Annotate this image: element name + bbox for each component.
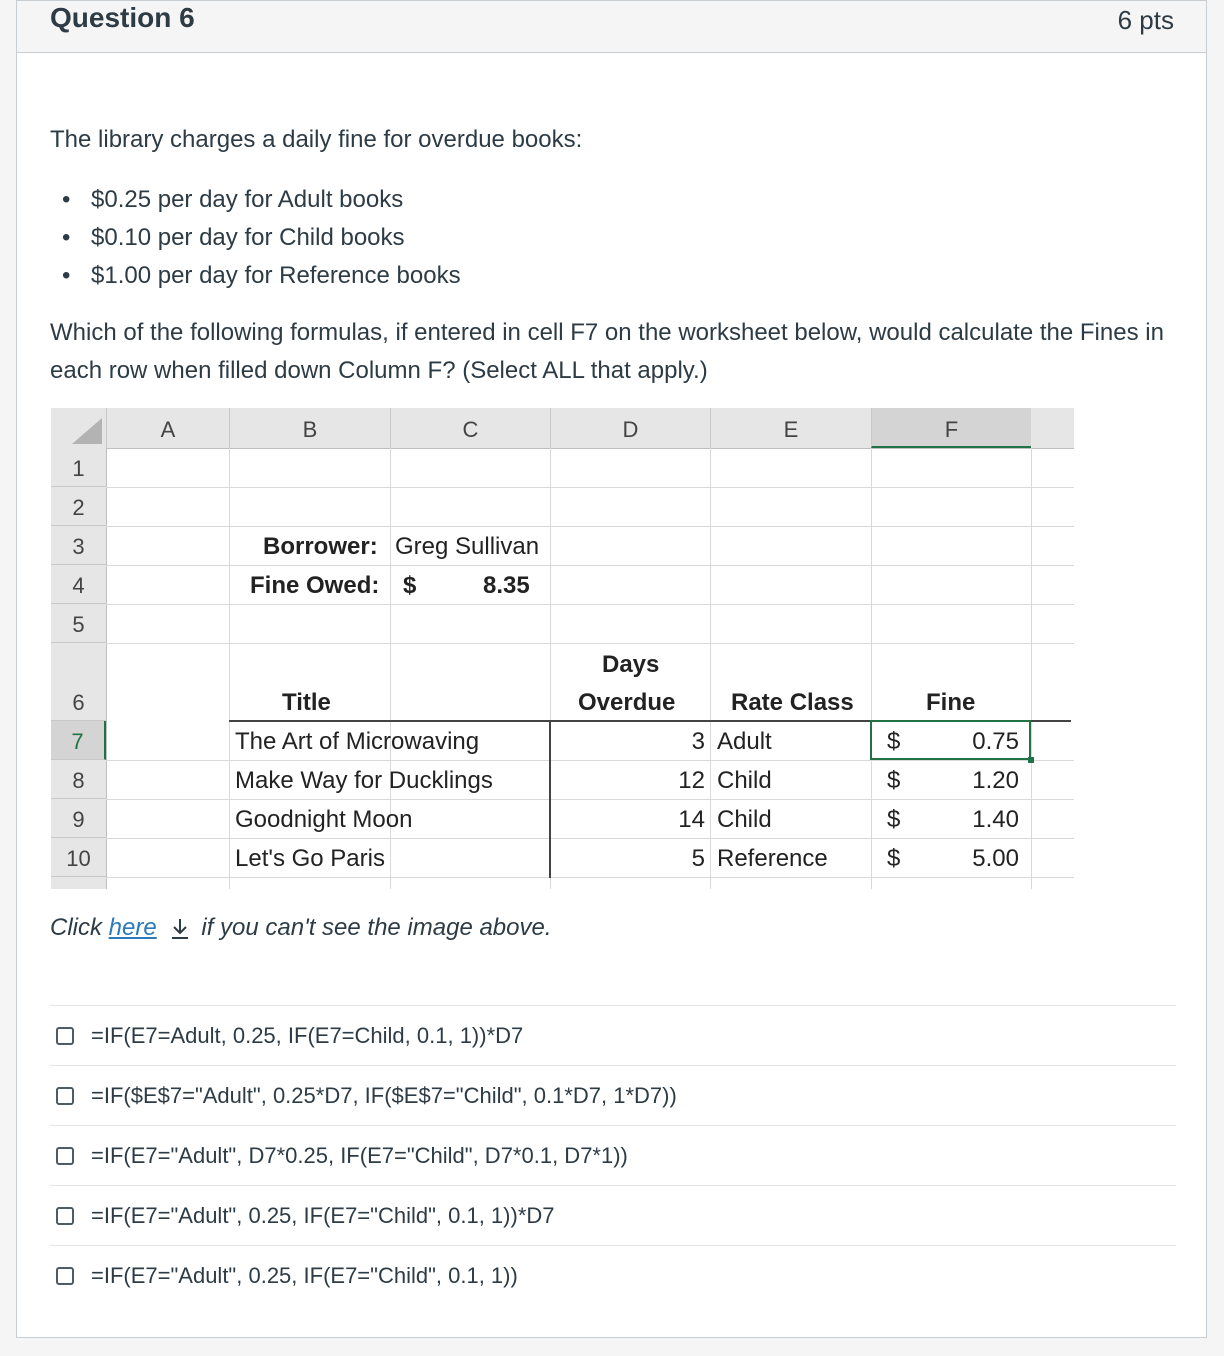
answer-option[interactable] xyxy=(50,1245,1176,1305)
list-item: • $0.10 per day for Child books xyxy=(50,219,461,257)
column-headers xyxy=(51,408,1074,449)
table-cell-title: The Art of Microwaving xyxy=(235,728,480,755)
fine-owed-label: Fine Owed: xyxy=(250,572,380,599)
table-cell-rate: Reference xyxy=(717,845,828,872)
row-header: 3 xyxy=(51,526,106,565)
column-header-d: D xyxy=(550,408,710,448)
answer-checkbox[interactable] xyxy=(56,1027,74,1045)
answer-checkbox[interactable] xyxy=(56,1147,74,1165)
corner-triangle-icon xyxy=(72,418,102,444)
question-header xyxy=(17,1,1206,53)
fine-owed-value: 8.35 xyxy=(483,572,530,599)
answer-label: =IF($E$7="Adult", 0.25*D7, IF($E$7="Child", 0.1*D7, 1*D7)) xyxy=(91,1083,677,1108)
question-card xyxy=(16,0,1207,1338)
row-headers xyxy=(51,448,107,889)
table-cell-currency: $ xyxy=(887,845,901,872)
fill-handle xyxy=(1028,757,1034,763)
row-header: 4 xyxy=(51,565,106,604)
row-header: 1 xyxy=(51,448,106,487)
question-points: 6 pts xyxy=(1117,5,1174,35)
fine-rates-list xyxy=(50,181,461,295)
note-suffix: if you can't see the image above. xyxy=(194,914,552,941)
table-cell-days: 12 xyxy=(678,767,705,794)
table-cell-title: Goodnight Moon xyxy=(235,806,413,833)
fine-owed-currency: $ xyxy=(403,572,417,599)
list-item: • $0.25 per day for Adult books xyxy=(50,181,461,219)
question-intro: The library charges a daily fine for overdue books: xyxy=(50,126,583,153)
answer-checkbox[interactable] xyxy=(56,1207,74,1225)
column-header-f: F xyxy=(871,408,1031,448)
header-days-line1: Days xyxy=(602,651,660,678)
table-cell-fine: 5.00 xyxy=(972,845,1019,872)
answer-checkbox[interactable] xyxy=(56,1267,74,1285)
answer-label: =IF(E7=Adult, 0.25, IF(E7=Child, 0.1, 1))*D7 xyxy=(91,1023,524,1048)
row-header: 5 xyxy=(51,604,106,643)
table-cell-fine: 0.75 xyxy=(972,728,1019,755)
table-cell-rate: Child xyxy=(717,806,772,833)
header-fine: Fine xyxy=(926,689,976,716)
row-header: 8 xyxy=(51,760,106,799)
table-cell-days: 5 xyxy=(691,845,705,872)
table-cell-currency: $ xyxy=(887,728,901,755)
answer-option[interactable] xyxy=(50,1005,1176,1065)
header-title: Title xyxy=(282,689,331,716)
table-cell-fine: 1.40 xyxy=(972,806,1019,833)
table-cell-currency: $ xyxy=(887,767,901,794)
row-header: 2 xyxy=(51,487,106,526)
borrower-name: Greg Sullivan xyxy=(395,533,540,560)
answer-label: =IF(E7="Adult", D7*0.25, IF(E7="Child", D7*0.1, D7*1)) xyxy=(91,1143,628,1168)
selected-cell-f7 xyxy=(870,720,1031,760)
row-header: 6 xyxy=(51,643,106,721)
answer-label: =IF(E7="Adult", 0.25, IF(E7="Child", 0.1, 1))*D7 xyxy=(91,1203,555,1228)
column-header-b: B xyxy=(229,408,390,448)
header-days-line2: Overdue xyxy=(578,689,676,716)
column-header-c: C xyxy=(390,408,550,448)
header-rate-class: Rate Class xyxy=(731,689,854,716)
answer-label: =IF(E7="Adult", 0.25, IF(E7="Child", 0.1, 1)) xyxy=(91,1263,518,1288)
question-title: Question 6 xyxy=(50,2,195,33)
table-cell-currency: $ xyxy=(887,806,901,833)
answer-option[interactable] xyxy=(50,1125,1176,1185)
table-cell-days: 14 xyxy=(678,806,705,833)
note-prefix: Click xyxy=(50,914,109,941)
table-cell-title: Make Way for Ducklings xyxy=(235,767,493,794)
row-header: 9 xyxy=(51,799,106,838)
answer-checkbox[interactable] xyxy=(56,1087,74,1105)
table-cell-fine: 1.20 xyxy=(972,767,1019,794)
table-cell-days: 3 xyxy=(691,728,705,755)
borrower-label: Borrower: xyxy=(263,533,378,560)
column-header-a: A xyxy=(106,408,229,448)
question-prompt: Which of the following formulas, if entered in cell F7 on the worksheet below, would calculate the Fines in each row when filled down Column F? (Select ALL that apply.) xyxy=(50,319,1164,384)
row-header: 10 xyxy=(51,838,106,877)
row-header-selected: 7 xyxy=(51,721,106,760)
image-fallback-note xyxy=(50,911,552,945)
worksheet-image xyxy=(51,408,1074,889)
column-header-e: E xyxy=(710,408,871,448)
list-item: • $1.00 per day for Reference books xyxy=(50,257,461,295)
select-all-corner xyxy=(51,408,106,448)
table-cell-title: Let's Go Paris xyxy=(235,845,385,872)
image-download-link[interactable]: here xyxy=(108,914,157,941)
download-icon[interactable] xyxy=(169,917,191,941)
answer-option[interactable] xyxy=(50,1065,1176,1125)
table-cell-rate: Child xyxy=(717,767,772,794)
answer-options xyxy=(50,1005,1176,1305)
table-cell-rate: Adult xyxy=(717,728,772,755)
answer-option[interactable] xyxy=(50,1185,1176,1245)
